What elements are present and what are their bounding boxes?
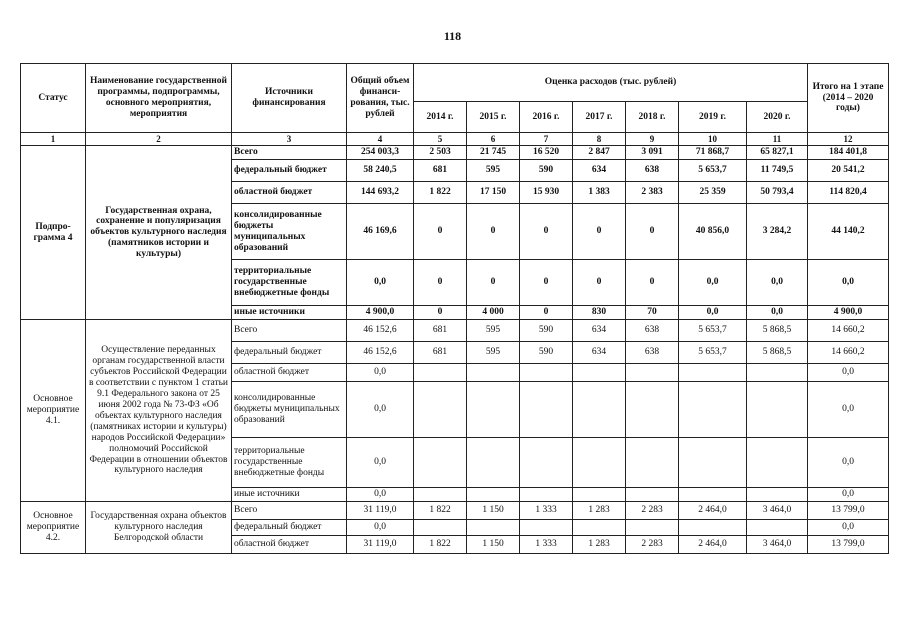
year-value-cell: 17 150 bbox=[467, 182, 520, 204]
year-value-cell: 1 822 bbox=[414, 502, 467, 520]
total-cell: 0,0 bbox=[347, 520, 414, 536]
column-number: 7 bbox=[520, 133, 573, 146]
total-cell: 0,0 bbox=[347, 438, 414, 488]
header-year: 2017 г. bbox=[573, 102, 626, 133]
year-value-cell: 1 150 bbox=[467, 502, 520, 520]
year-value-cell: 638 bbox=[626, 342, 679, 364]
column-number: 10 bbox=[679, 133, 747, 146]
year-value-cell bbox=[414, 438, 467, 488]
header-status: Статус bbox=[21, 64, 86, 133]
year-value-cell: 0 bbox=[414, 204, 467, 260]
year-value-cell: 0 bbox=[520, 260, 573, 306]
source-cell: Всего bbox=[232, 502, 347, 520]
total-cell: 46 152,6 bbox=[347, 320, 414, 342]
total-cell: 144 693,2 bbox=[347, 182, 414, 204]
column-number: 4 bbox=[347, 133, 414, 146]
total-cell: 58 240,5 bbox=[347, 160, 414, 182]
stage-total-cell: 4 900,0 bbox=[808, 306, 889, 320]
table-row bbox=[21, 502, 889, 520]
total-cell: 4 900,0 bbox=[347, 306, 414, 320]
year-value-cell: 681 bbox=[414, 320, 467, 342]
year-value-cell bbox=[747, 382, 808, 438]
stage-total-cell: 184 401,8 bbox=[808, 146, 889, 160]
year-value-cell: 15 930 bbox=[520, 182, 573, 204]
column-number-row bbox=[21, 133, 889, 146]
stage-total-cell: 114 820,4 bbox=[808, 182, 889, 204]
source-cell: областной бюджет bbox=[232, 536, 347, 554]
year-value-cell bbox=[573, 488, 626, 502]
year-value-cell bbox=[467, 488, 520, 502]
stage-total-cell: 0,0 bbox=[808, 260, 889, 306]
source-cell: областной бюджет bbox=[232, 364, 347, 382]
year-value-cell: 0,0 bbox=[679, 306, 747, 320]
source-cell: Всего bbox=[232, 320, 347, 342]
year-value-cell: 634 bbox=[573, 320, 626, 342]
year-value-cell bbox=[467, 438, 520, 488]
column-number: 9 bbox=[626, 133, 679, 146]
year-value-cell: 0 bbox=[520, 204, 573, 260]
year-value-cell: 2 464,0 bbox=[679, 502, 747, 520]
year-value-cell: 0 bbox=[573, 260, 626, 306]
source-cell: иные источники bbox=[232, 488, 347, 502]
header-year: 2015 г. bbox=[467, 102, 520, 133]
year-value-cell: 5 653,7 bbox=[679, 342, 747, 364]
year-value-cell bbox=[747, 488, 808, 502]
stage-total-cell: 0,0 bbox=[808, 382, 889, 438]
source-cell: Всего bbox=[232, 146, 347, 160]
header-year: 2018 г. bbox=[626, 102, 679, 133]
year-value-cell: 5 653,7 bbox=[679, 320, 747, 342]
year-value-cell bbox=[520, 382, 573, 438]
stage-total-cell: 0,0 bbox=[808, 520, 889, 536]
source-cell: федеральный бюджет bbox=[232, 520, 347, 536]
year-value-cell: 1 283 bbox=[573, 502, 626, 520]
year-value-cell: 681 bbox=[414, 160, 467, 182]
year-value-cell bbox=[747, 364, 808, 382]
year-value-cell: 0,0 bbox=[747, 306, 808, 320]
year-value-cell bbox=[626, 438, 679, 488]
source-cell: областной бюджет bbox=[232, 182, 347, 204]
total-cell: 46 169,6 bbox=[347, 204, 414, 260]
stage-total-cell: 14 660,2 bbox=[808, 342, 889, 364]
program-name-cell: Государственная охрана объектов культурного наследия Белгородской области bbox=[86, 502, 232, 554]
year-value-cell: 3 464,0 bbox=[747, 502, 808, 520]
year-value-cell: 11 749,5 bbox=[747, 160, 808, 182]
year-value-cell: 0 bbox=[414, 306, 467, 320]
year-value-cell: 2 503 bbox=[414, 146, 467, 160]
year-value-cell bbox=[626, 488, 679, 502]
year-value-cell: 1 822 bbox=[414, 182, 467, 204]
page-number: 118 bbox=[443, 29, 462, 43]
total-cell: 0,0 bbox=[347, 382, 414, 438]
total-cell: 46 152,6 bbox=[347, 342, 414, 364]
year-value-cell: 590 bbox=[520, 160, 573, 182]
total-cell: 254 003,3 bbox=[347, 146, 414, 160]
year-value-cell bbox=[679, 520, 747, 536]
column-number: 1 bbox=[21, 133, 86, 146]
stage-total-cell: 0,0 bbox=[808, 488, 889, 502]
year-value-cell: 1 383 bbox=[573, 182, 626, 204]
column-number: 5 bbox=[414, 133, 467, 146]
stage-total-cell: 20 541,2 bbox=[808, 160, 889, 182]
year-value-cell bbox=[679, 438, 747, 488]
year-value-cell: 0 bbox=[626, 204, 679, 260]
status-cell: Основное мероприятие 4.2. bbox=[21, 502, 86, 554]
year-value-cell: 1 822 bbox=[414, 536, 467, 554]
column-number: 6 bbox=[467, 133, 520, 146]
year-value-cell bbox=[520, 488, 573, 502]
stage-total-cell: 13 799,0 bbox=[808, 536, 889, 554]
header-name: Наименование государственной программы, подпрограммы, основного мероприятия, мероприятия bbox=[86, 64, 232, 133]
year-value-cell: 0 bbox=[467, 204, 520, 260]
year-value-cell: 0 bbox=[414, 260, 467, 306]
year-value-cell: 681 bbox=[414, 342, 467, 364]
year-value-cell bbox=[467, 382, 520, 438]
year-value-cell: 0,0 bbox=[679, 260, 747, 306]
year-value-cell bbox=[467, 520, 520, 536]
status-cell: Основное мероприятие 4.1. bbox=[21, 320, 86, 502]
year-value-cell bbox=[747, 438, 808, 488]
header-year: 2014 г. bbox=[414, 102, 467, 133]
source-cell: консолидированные бюджеты муниципальных образований bbox=[232, 204, 347, 260]
year-value-cell bbox=[520, 364, 573, 382]
stage-total-cell: 0,0 bbox=[808, 364, 889, 382]
year-value-cell bbox=[414, 520, 467, 536]
year-value-cell: 3 091 bbox=[626, 146, 679, 160]
year-value-cell: 21 745 bbox=[467, 146, 520, 160]
total-cell: 0,0 bbox=[347, 260, 414, 306]
year-value-cell bbox=[573, 438, 626, 488]
year-value-cell: 638 bbox=[626, 320, 679, 342]
total-cell: 0,0 bbox=[347, 488, 414, 502]
total-cell: 0,0 bbox=[347, 364, 414, 382]
year-value-cell: 2 464,0 bbox=[679, 536, 747, 554]
column-number: 8 bbox=[573, 133, 626, 146]
year-value-cell: 50 793,4 bbox=[747, 182, 808, 204]
total-cell: 31 119,0 bbox=[347, 536, 414, 554]
budget-table bbox=[20, 63, 889, 554]
year-value-cell: 40 856,0 bbox=[679, 204, 747, 260]
year-value-cell: 830 bbox=[573, 306, 626, 320]
year-value-cell: 2 283 bbox=[626, 502, 679, 520]
year-value-cell: 16 520 bbox=[520, 146, 573, 160]
year-value-cell: 1 150 bbox=[467, 536, 520, 554]
year-value-cell: 3 464,0 bbox=[747, 536, 808, 554]
year-value-cell: 5 653,7 bbox=[679, 160, 747, 182]
stage-total-cell: 14 660,2 bbox=[808, 320, 889, 342]
year-value-cell bbox=[414, 488, 467, 502]
year-value-cell bbox=[520, 520, 573, 536]
year-value-cell: 4 000 bbox=[467, 306, 520, 320]
stage-total-cell: 0,0 bbox=[808, 438, 889, 488]
year-value-cell: 71 868,7 bbox=[679, 146, 747, 160]
year-value-cell bbox=[573, 520, 626, 536]
header-stage-total: Итого на 1 этапе (2014 – 2020 годы) bbox=[808, 64, 889, 133]
stage-total-cell: 13 799,0 bbox=[808, 502, 889, 520]
year-value-cell: 2 847 bbox=[573, 146, 626, 160]
year-value-cell: 2 283 bbox=[626, 536, 679, 554]
year-value-cell bbox=[573, 382, 626, 438]
source-cell: иные источники bbox=[232, 306, 347, 320]
year-value-cell: 0 bbox=[626, 260, 679, 306]
year-value-cell bbox=[626, 364, 679, 382]
header-sources: Источники финансирования bbox=[232, 64, 347, 133]
year-value-cell bbox=[414, 382, 467, 438]
column-number: 12 bbox=[808, 133, 889, 146]
year-value-cell: 634 bbox=[573, 342, 626, 364]
status-cell: Подпро-грамма 4 bbox=[21, 146, 86, 320]
year-value-cell bbox=[679, 488, 747, 502]
year-value-cell: 590 bbox=[520, 342, 573, 364]
year-value-cell bbox=[573, 364, 626, 382]
year-value-cell bbox=[626, 520, 679, 536]
year-value-cell: 638 bbox=[626, 160, 679, 182]
column-number: 2 bbox=[86, 133, 232, 146]
year-value-cell bbox=[626, 382, 679, 438]
year-value-cell: 5 868,5 bbox=[747, 320, 808, 342]
header-year: 2019 г. bbox=[679, 102, 747, 133]
year-value-cell bbox=[414, 364, 467, 382]
table-row bbox=[21, 320, 889, 342]
source-cell: консолидированные бюджеты муниципальных образований bbox=[232, 382, 347, 438]
year-value-cell: 1 333 bbox=[520, 502, 573, 520]
year-value-cell: 65 827,1 bbox=[747, 146, 808, 160]
source-cell: федеральный бюджет bbox=[232, 342, 347, 364]
year-value-cell: 3 284,2 bbox=[747, 204, 808, 260]
year-value-cell: 595 bbox=[467, 160, 520, 182]
header-year: 2016 г. bbox=[520, 102, 573, 133]
header-estimate: Оценка расходов (тыс. рублей) bbox=[414, 64, 808, 102]
stage-total-cell: 44 140,2 bbox=[808, 204, 889, 260]
year-value-cell bbox=[679, 382, 747, 438]
table-row bbox=[21, 146, 889, 160]
year-value-cell: 634 bbox=[573, 160, 626, 182]
year-value-cell: 2 383 bbox=[626, 182, 679, 204]
source-cell: федеральный бюджет bbox=[232, 160, 347, 182]
year-value-cell: 0 bbox=[573, 204, 626, 260]
source-cell: территориальные государственные внебюджетные фонды bbox=[232, 260, 347, 306]
program-name-cell: Государственная охрана, сохранение и популяризация объектов культурного наследия (памятников истории и культуры) bbox=[86, 146, 232, 320]
year-value-cell bbox=[467, 364, 520, 382]
year-value-cell: 0 bbox=[520, 306, 573, 320]
year-value-cell bbox=[520, 438, 573, 488]
year-value-cell: 1 283 bbox=[573, 536, 626, 554]
total-cell: 31 119,0 bbox=[347, 502, 414, 520]
header-year: 2020 г. bbox=[747, 102, 808, 133]
year-value-cell: 1 333 bbox=[520, 536, 573, 554]
year-value-cell: 0 bbox=[467, 260, 520, 306]
column-number: 3 bbox=[232, 133, 347, 146]
year-value-cell: 70 bbox=[626, 306, 679, 320]
column-number: 11 bbox=[747, 133, 808, 146]
year-value-cell: 590 bbox=[520, 320, 573, 342]
year-value-cell: 5 868,5 bbox=[747, 342, 808, 364]
year-value-cell: 0,0 bbox=[747, 260, 808, 306]
header-total: Общий объем финанси-рования, тыс. рублей bbox=[347, 64, 414, 133]
year-value-cell bbox=[679, 364, 747, 382]
year-value-cell: 25 359 bbox=[679, 182, 747, 204]
source-cell: территориальные государственные внебюджетные фонды bbox=[232, 438, 347, 488]
year-value-cell: 595 bbox=[467, 320, 520, 342]
year-value-cell: 595 bbox=[467, 342, 520, 364]
program-name-cell: Осуществление переданных органам государственной власти субъектов Российской Федерации в соответствии с пунктом 1 статьи 9.1 Федерального закона от 25 июня 2002 года № 73-ФЗ «Об объектах культурного наследия (памятниках истории и культуры) народов Российской Федерации» полномочий Российской Федерации в отношении объектов культурного наследия bbox=[86, 320, 232, 502]
year-value-cell bbox=[747, 520, 808, 536]
